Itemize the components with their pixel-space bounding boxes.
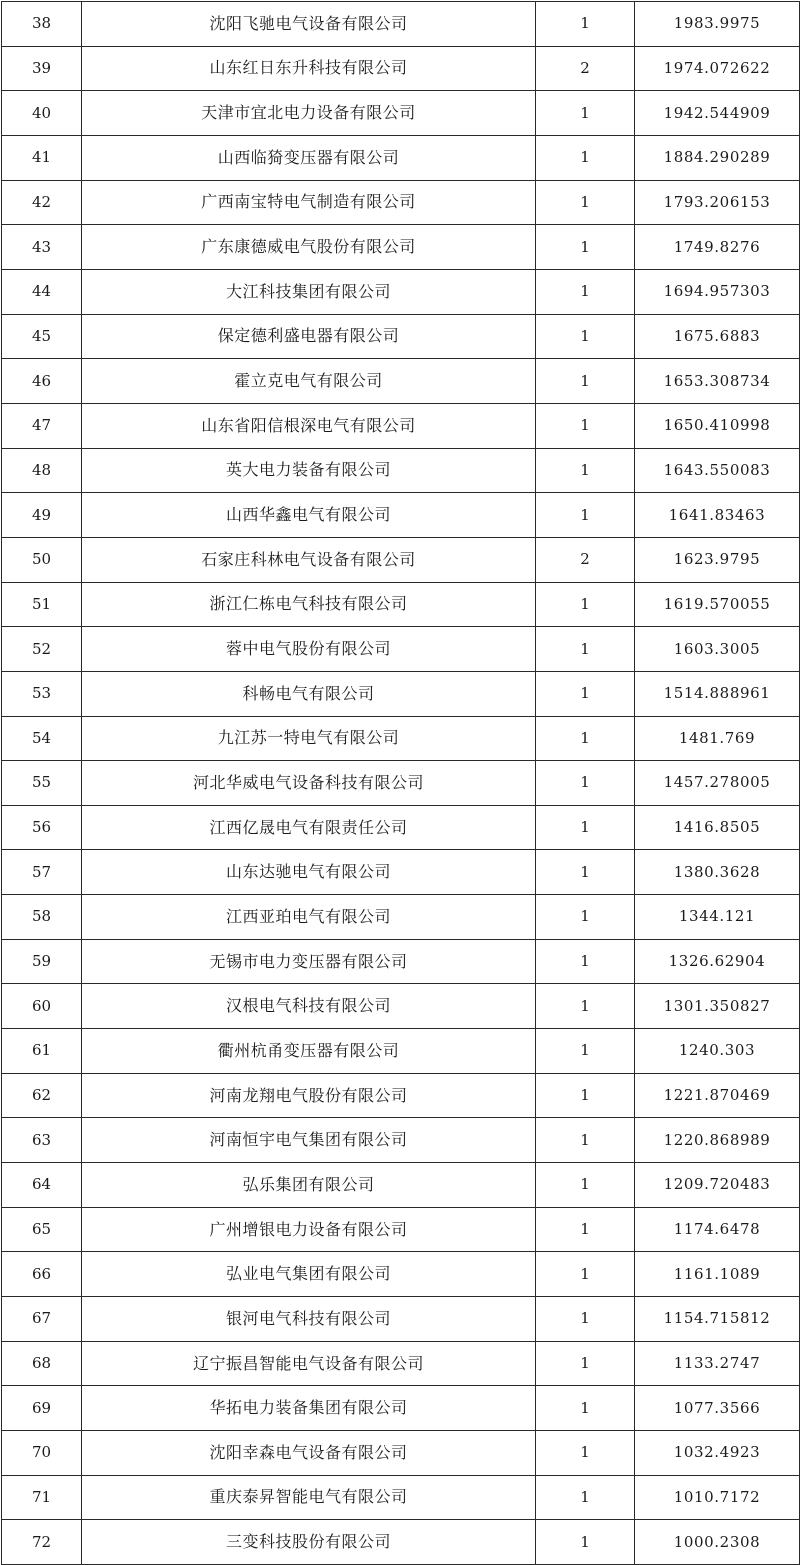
amount-cell: 1694.957303 bbox=[635, 269, 800, 314]
amount-cell: 1161.1089 bbox=[635, 1252, 800, 1297]
table-row bbox=[2, 1207, 800, 1252]
table-row bbox=[2, 448, 800, 493]
rank-cell: 42 bbox=[2, 180, 82, 225]
company-name-cell: 无锡市电力变压器有限公司 bbox=[82, 939, 536, 984]
amount-cell: 1209.720483 bbox=[635, 1163, 800, 1208]
amount-cell: 1077.3566 bbox=[635, 1386, 800, 1431]
count-cell: 1 bbox=[536, 850, 635, 895]
amount-cell: 1514.888961 bbox=[635, 671, 800, 716]
count-cell: 1 bbox=[536, 1386, 635, 1431]
amount-cell: 1032.4923 bbox=[635, 1431, 800, 1476]
company-name-cell: 科畅电气有限公司 bbox=[82, 671, 536, 716]
company-name-cell: 广州增银电力设备有限公司 bbox=[82, 1207, 536, 1252]
company-name-cell: 弘业电气集团有限公司 bbox=[82, 1252, 536, 1297]
count-cell: 1 bbox=[536, 269, 635, 314]
count-cell: 1 bbox=[536, 91, 635, 136]
company-name-cell: 江西亿晟电气有限责任公司 bbox=[82, 805, 536, 850]
count-cell: 1 bbox=[536, 1341, 635, 1386]
company-name-cell: 衢州杭甬变压器有限公司 bbox=[82, 1029, 536, 1074]
company-name-cell: 辽宁振昌智能电气设备有限公司 bbox=[82, 1341, 536, 1386]
table-row bbox=[2, 1431, 800, 1476]
table-row bbox=[2, 1118, 800, 1163]
amount-cell: 1416.8505 bbox=[635, 805, 800, 850]
company-name-cell: 霍立克电气有限公司 bbox=[82, 359, 536, 404]
amount-cell: 1793.206153 bbox=[635, 180, 800, 225]
company-name-cell: 河南龙翔电气股份有限公司 bbox=[82, 1073, 536, 1118]
table-row bbox=[2, 403, 800, 448]
count-cell: 1 bbox=[536, 180, 635, 225]
count-cell: 1 bbox=[536, 1475, 635, 1520]
rank-cell: 53 bbox=[2, 671, 82, 716]
count-cell: 1 bbox=[536, 716, 635, 761]
table-row bbox=[2, 850, 800, 895]
rank-cell: 44 bbox=[2, 269, 82, 314]
company-name-cell: 山西临猗变压器有限公司 bbox=[82, 135, 536, 180]
company-name-cell: 汉根电气科技有限公司 bbox=[82, 984, 536, 1029]
amount-cell: 1326.62904 bbox=[635, 939, 800, 984]
amount-cell: 1240.303 bbox=[635, 1029, 800, 1074]
count-cell: 1 bbox=[536, 1207, 635, 1252]
company-name-cell: 天津市宜北电力设备有限公司 bbox=[82, 91, 536, 136]
amount-cell: 1623.9795 bbox=[635, 537, 800, 582]
count-cell: 1 bbox=[536, 1029, 635, 1074]
amount-cell: 1481.769 bbox=[635, 716, 800, 761]
count-cell: 1 bbox=[536, 582, 635, 627]
rank-cell: 47 bbox=[2, 403, 82, 448]
company-name-cell: 浙江仁栋电气科技有限公司 bbox=[82, 582, 536, 627]
table-row bbox=[2, 582, 800, 627]
company-name-cell: 沈阳飞驰电气设备有限公司 bbox=[82, 2, 536, 47]
company-name-cell: 山东红日东升科技有限公司 bbox=[82, 46, 536, 91]
count-cell: 1 bbox=[536, 493, 635, 538]
count-cell: 1 bbox=[536, 1073, 635, 1118]
table-row bbox=[2, 493, 800, 538]
rank-cell: 60 bbox=[2, 984, 82, 1029]
amount-cell: 1603.3005 bbox=[635, 627, 800, 672]
rank-cell: 63 bbox=[2, 1118, 82, 1163]
table-row bbox=[2, 1520, 800, 1565]
rank-cell: 38 bbox=[2, 2, 82, 47]
company-name-cell: 山东省阳信根深电气有限公司 bbox=[82, 403, 536, 448]
company-name-cell: 重庆泰昇智能电气有限公司 bbox=[82, 1475, 536, 1520]
rank-cell: 64 bbox=[2, 1163, 82, 1208]
table-row bbox=[2, 225, 800, 270]
table-row bbox=[2, 895, 800, 940]
rank-cell: 41 bbox=[2, 135, 82, 180]
table-row bbox=[2, 1029, 800, 1074]
table-row bbox=[2, 91, 800, 136]
rank-cell: 51 bbox=[2, 582, 82, 627]
table-row bbox=[2, 1252, 800, 1297]
rank-cell: 49 bbox=[2, 493, 82, 538]
rank-cell: 45 bbox=[2, 314, 82, 359]
table-row bbox=[2, 359, 800, 404]
rank-cell: 61 bbox=[2, 1029, 82, 1074]
rank-cell: 55 bbox=[2, 761, 82, 806]
count-cell: 1 bbox=[536, 761, 635, 806]
company-name-cell: 银河电气科技有限公司 bbox=[82, 1297, 536, 1342]
company-name-cell: 华拓电力装备集团有限公司 bbox=[82, 1386, 536, 1431]
amount-cell: 1942.544909 bbox=[635, 91, 800, 136]
company-name-cell: 弘乐集团有限公司 bbox=[82, 1163, 536, 1208]
company-name-cell: 大江科技集团有限公司 bbox=[82, 269, 536, 314]
amount-cell: 1000.2308 bbox=[635, 1520, 800, 1565]
count-cell: 1 bbox=[536, 135, 635, 180]
count-cell: 1 bbox=[536, 984, 635, 1029]
table-row bbox=[2, 671, 800, 716]
rank-cell: 48 bbox=[2, 448, 82, 493]
company-name-cell: 广西南宝特电气制造有限公司 bbox=[82, 180, 536, 225]
table-row bbox=[2, 135, 800, 180]
company-name-cell: 广东康德威电气股份有限公司 bbox=[82, 225, 536, 270]
rank-cell: 69 bbox=[2, 1386, 82, 1431]
count-cell: 2 bbox=[536, 537, 635, 582]
rank-cell: 67 bbox=[2, 1297, 82, 1342]
rank-cell: 72 bbox=[2, 1520, 82, 1565]
table-row bbox=[2, 46, 800, 91]
table-row bbox=[2, 1386, 800, 1431]
table-row bbox=[2, 314, 800, 359]
count-cell: 1 bbox=[536, 403, 635, 448]
amount-cell: 1983.9975 bbox=[635, 2, 800, 47]
amount-cell: 1380.3628 bbox=[635, 850, 800, 895]
amount-cell: 1974.072622 bbox=[635, 46, 800, 91]
count-cell: 1 bbox=[536, 1163, 635, 1208]
company-name-cell: 九江苏一特电气有限公司 bbox=[82, 716, 536, 761]
count-cell: 1 bbox=[536, 671, 635, 716]
company-name-cell: 保定德利盛电器有限公司 bbox=[82, 314, 536, 359]
company-name-cell: 河南恒宇电气集团有限公司 bbox=[82, 1118, 536, 1163]
table-row bbox=[2, 627, 800, 672]
rank-cell: 62 bbox=[2, 1073, 82, 1118]
company-name-cell: 蓉中电气股份有限公司 bbox=[82, 627, 536, 672]
amount-cell: 1650.410998 bbox=[635, 403, 800, 448]
ranking-table bbox=[1, 1, 800, 1565]
table-row bbox=[2, 1163, 800, 1208]
table-row bbox=[2, 984, 800, 1029]
amount-cell: 1643.550083 bbox=[635, 448, 800, 493]
amount-cell: 1457.278005 bbox=[635, 761, 800, 806]
table-row bbox=[2, 1475, 800, 1520]
rank-cell: 65 bbox=[2, 1207, 82, 1252]
amount-cell: 1220.868989 bbox=[635, 1118, 800, 1163]
count-cell: 1 bbox=[536, 448, 635, 493]
count-cell: 1 bbox=[536, 1431, 635, 1476]
amount-cell: 1884.290289 bbox=[635, 135, 800, 180]
count-cell: 1 bbox=[536, 359, 635, 404]
rank-cell: 66 bbox=[2, 1252, 82, 1297]
table-row bbox=[2, 939, 800, 984]
company-name-cell: 山东达驰电气有限公司 bbox=[82, 850, 536, 895]
count-cell: 1 bbox=[536, 1520, 635, 1565]
amount-cell: 1133.2747 bbox=[635, 1341, 800, 1386]
count-cell: 1 bbox=[536, 895, 635, 940]
rank-cell: 50 bbox=[2, 537, 82, 582]
count-cell: 1 bbox=[536, 805, 635, 850]
rank-cell: 59 bbox=[2, 939, 82, 984]
table-row bbox=[2, 537, 800, 582]
amount-cell: 1619.570055 bbox=[635, 582, 800, 627]
amount-cell: 1749.8276 bbox=[635, 225, 800, 270]
company-name-cell: 江西亚珀电气有限公司 bbox=[82, 895, 536, 940]
rank-cell: 46 bbox=[2, 359, 82, 404]
company-name-cell: 三变科技股份有限公司 bbox=[82, 1520, 536, 1565]
count-cell: 1 bbox=[536, 1118, 635, 1163]
amount-cell: 1221.870469 bbox=[635, 1073, 800, 1118]
table-row bbox=[2, 269, 800, 314]
amount-cell: 1344.121 bbox=[635, 895, 800, 940]
amount-cell: 1641.83463 bbox=[635, 493, 800, 538]
count-cell: 1 bbox=[536, 1252, 635, 1297]
rank-cell: 57 bbox=[2, 850, 82, 895]
count-cell: 1 bbox=[536, 225, 635, 270]
company-name-cell: 石家庄科林电气设备有限公司 bbox=[82, 537, 536, 582]
amount-cell: 1010.7172 bbox=[635, 1475, 800, 1520]
rank-cell: 68 bbox=[2, 1341, 82, 1386]
amount-cell: 1301.350827 bbox=[635, 984, 800, 1029]
table-row bbox=[2, 805, 800, 850]
amount-cell: 1653.308734 bbox=[635, 359, 800, 404]
rank-cell: 43 bbox=[2, 225, 82, 270]
rank-cell: 39 bbox=[2, 46, 82, 91]
count-cell: 2 bbox=[536, 46, 635, 91]
rank-cell: 54 bbox=[2, 716, 82, 761]
table-row bbox=[2, 761, 800, 806]
count-cell: 1 bbox=[536, 314, 635, 359]
company-name-cell: 河北华威电气设备科技有限公司 bbox=[82, 761, 536, 806]
rank-cell: 52 bbox=[2, 627, 82, 672]
amount-cell: 1174.6478 bbox=[635, 1207, 800, 1252]
table-row bbox=[2, 2, 800, 47]
amount-cell: 1675.6883 bbox=[635, 314, 800, 359]
rank-cell: 56 bbox=[2, 805, 82, 850]
company-name-cell: 沈阳幸森电气设备有限公司 bbox=[82, 1431, 536, 1476]
rank-cell: 58 bbox=[2, 895, 82, 940]
rank-cell: 70 bbox=[2, 1431, 82, 1476]
table-row bbox=[2, 716, 800, 761]
count-cell: 1 bbox=[536, 939, 635, 984]
company-name-cell: 英大电力装备有限公司 bbox=[82, 448, 536, 493]
rank-cell: 71 bbox=[2, 1475, 82, 1520]
amount-cell: 1154.715812 bbox=[635, 1297, 800, 1342]
company-name-cell: 山西华鑫电气有限公司 bbox=[82, 493, 536, 538]
table-row bbox=[2, 180, 800, 225]
ranking-table-body bbox=[2, 2, 800, 1565]
table-row bbox=[2, 1297, 800, 1342]
count-cell: 1 bbox=[536, 1297, 635, 1342]
count-cell: 1 bbox=[536, 2, 635, 47]
table-row bbox=[2, 1341, 800, 1386]
rank-cell: 40 bbox=[2, 91, 82, 136]
table-row bbox=[2, 1073, 800, 1118]
count-cell: 1 bbox=[536, 627, 635, 672]
